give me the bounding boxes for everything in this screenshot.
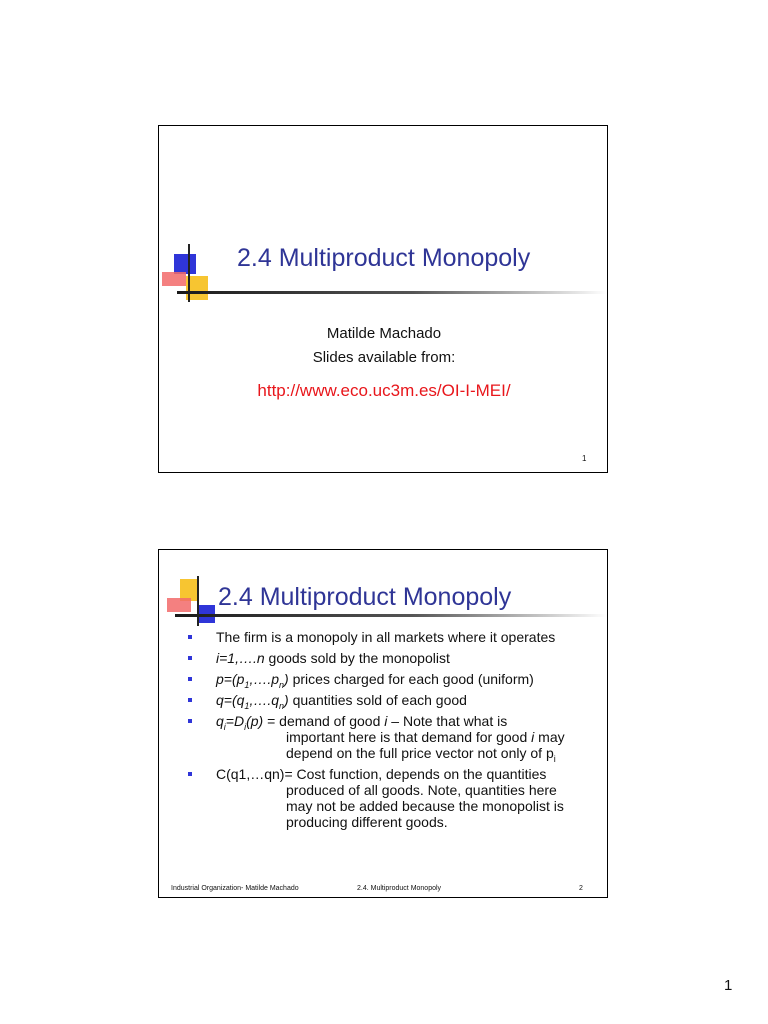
document-page-number: 1 — [724, 977, 733, 994]
title-underline — [175, 614, 607, 617]
list-item: The firm is a monopoly in all markets where it operates — [183, 629, 593, 645]
blue-square — [174, 254, 196, 274]
slide-title: 2.4 Multiproduct Monopoly — [237, 244, 531, 272]
red-square — [162, 272, 186, 286]
footer-left: Industrial Organization- Matilde Machado — [171, 885, 299, 892]
bullet-square-icon — [188, 698, 192, 702]
list-item: $q=(q_1,\dots.q_n)$ quantities sold of each good — [183, 692, 593, 708]
slides-note: Slides available from: — [312, 349, 456, 366]
bullet-square-icon — [188, 719, 192, 723]
slides-url-link[interactable]: http://www.eco.uc3m.es/OI-I-MEI/ — [257, 381, 511, 400]
bullet-square-icon — [188, 677, 192, 681]
slide-title: 2.4 Multiproduct Monopoly — [218, 583, 512, 611]
bullet-square-icon — [188, 656, 192, 660]
slide-page-number: 1 — [582, 454, 587, 463]
vertical-rule — [197, 576, 199, 626]
bullet-square-icon — [188, 772, 192, 776]
list-item: $q_i=D_i(p)$ = demand of good i – Note that what is important here is that demand for good i may depend on the full price vector not only of $p_i$ — [183, 713, 593, 761]
footer-center: 2.4. Multiproduct Monopoly — [357, 885, 442, 892]
bullet-square-icon — [188, 635, 192, 639]
author-name: Matilde Machado — [326, 325, 442, 342]
list-item: $p=(p_1,\dots.p_n)$ prices charged for each good (uniform) — [183, 671, 593, 687]
slide-2 — [158, 549, 608, 898]
list-item: i=1,….n goods sold by the monopolist — [183, 650, 593, 666]
footer-page-number: 2 — [579, 885, 583, 892]
list-item: C(q1,…qn)= Cost function, depends on the quantities produced of all goods. Note, quantities here may not be added because the monopolist is producing different goods. — [183, 766, 593, 830]
title-underline — [177, 291, 607, 294]
red-square — [167, 598, 191, 612]
slide-1 — [158, 125, 608, 473]
bullet-list — [183, 629, 593, 835]
